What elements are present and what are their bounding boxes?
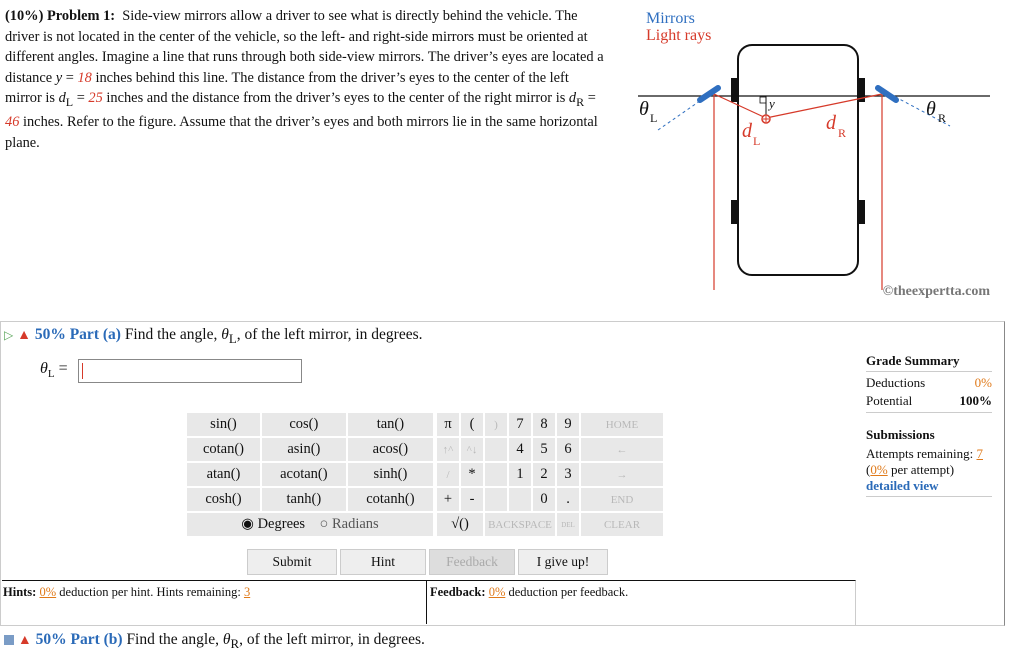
key-empty [509,488,531,511]
y-symbol: y [769,96,775,111]
warning-icon: ▲ [17,633,32,648]
part-a-label: Part (a) [69,326,121,343]
feedback-deduction: 0% [488,585,506,599]
dL-symbol: d [742,120,752,142]
key-cosh[interactable]: cosh() [187,488,260,511]
key-plus[interactable]: + [437,488,459,511]
part-b-theta: θ [222,631,231,648]
answer-eq: = [54,360,68,377]
part-a-sub: L [228,331,237,347]
legend-mirrors: Mirrors [646,10,695,27]
key-sin[interactable]: sin() [187,413,260,436]
theta-L-symbol: θ [639,98,649,120]
part-a-theta: θ [221,326,229,343]
dL-value: 25 [88,90,103,106]
potential-value: 100% [959,393,992,408]
per-attempt-label: per attempt) [887,462,955,477]
part-b-sub: R [230,636,240,652]
key-3[interactable]: 3 [557,463,579,486]
problem-weight: (10%) [5,8,44,24]
key-7[interactable]: 7 [509,413,531,436]
key-pi[interactable]: π [437,413,459,436]
per-attempt-value: 0% [870,462,888,477]
part-a-percent: 50% [34,326,66,343]
answer-input[interactable] [78,359,302,383]
problem-text-2: inches behind this line. The distance from the driver’s eyes to the center of the left mirror is [5,69,569,106]
key-end[interactable]: END [581,488,663,511]
key-empty [485,438,507,461]
potential-row [866,393,992,409]
dR-sub: R [838,126,847,140]
theta-R-sub: R [938,111,947,125]
eq-sign: = [73,90,89,106]
key-8[interactable]: 8 [533,413,555,436]
grade-summary [866,353,992,497]
y-value: 18 [77,69,92,86]
part-a-question-1: Find the angle, [124,326,222,343]
feedback-button[interactable]: Feedback [429,549,515,575]
var-dL: d [58,90,66,106]
part-a-question-2: , of the left mirror, in degrees. [236,326,423,343]
hints-divider [426,581,427,624]
key-del[interactable]: DEL [557,513,579,536]
var-dR-sub: R [576,94,585,109]
problem-text-1: Side-view mirrors allow a driver to see what is directly behind the vehicle. The driver is not located in the center of the vehicle, so the left- and right-side mirrors must be oriented at different angles. Imagine a line that runs through both side-view mirrors. The driver’s eyes are located a distance [5,8,604,86]
give-up-button[interactable]: I give up! [518,549,608,575]
key-sqrt[interactable]: √() [437,513,483,536]
wheel-rear-right [859,200,865,224]
degrees-label: Degrees [257,516,306,532]
key-6[interactable]: 6 [557,438,579,461]
key-9[interactable]: 9 [557,413,579,436]
figure [628,0,1008,305]
var-dR: d [568,90,577,106]
key-right-arrow[interactable]: → [581,463,663,486]
key-down-arrows[interactable]: ^↓ [461,438,483,461]
part-b-question-1: Find the angle, [126,631,223,648]
per-attempt-open: ( [866,462,871,477]
problem-title: Problem 1: [46,8,116,24]
key-cos[interactable]: cos() [262,413,346,436]
key-acotan[interactable]: acotan() [262,463,346,486]
attempts-label: Attempts remaining: [866,446,977,461]
key-5[interactable]: 5 [533,438,555,461]
collapse-icon[interactable] [4,635,14,645]
theta-L-sub: L [650,111,658,125]
key-left-arrow[interactable]: ← [581,438,663,461]
eq-sign: = [62,69,78,86]
problem-statement [5,6,605,153]
text-caret [82,363,83,379]
hints-deduction-text: deduction per hint. Hints remaining: [56,585,244,599]
divider [866,412,992,413]
hints-info [3,585,250,600]
theta-R-symbol: θ [926,98,936,120]
key-dot[interactable]: . [557,488,579,511]
attempts-value: 7 [976,446,983,461]
key-open-paren[interactable]: ( [461,413,483,436]
problem-text-4: inches. Refer to the figure. Assume that the driver’s eyes and both mirrors lie in the same horizontal plane. [5,114,598,151]
feedback-info [430,585,628,600]
deductions-value: 0% [974,375,992,390]
warning-icon: ▲ [17,328,31,343]
part-a-header[interactable] [4,326,423,347]
deductions-label: Deductions [866,375,926,390]
key-cotan[interactable]: cotan() [187,438,260,461]
hints-remaining: 3 [243,585,251,599]
feedback-label: Feedback: [430,585,486,599]
wheel-front-left [731,78,737,102]
key-minus[interactable]: - [461,488,483,511]
key-tan[interactable]: tan() [348,413,433,436]
mirror-diagram [628,0,1008,305]
attempts-row [866,446,992,462]
part-b-question-2: , of the left mirror, in degrees. [239,631,425,648]
answer-theta: θ [40,360,48,377]
key-2[interactable]: 2 [533,463,555,486]
part-b-label: Part (b) [70,631,123,648]
key-4[interactable]: 4 [509,438,531,461]
key-0[interactable]: 0 [533,488,555,511]
part-b-percent: 50% [35,631,67,648]
play-icon[interactable]: ▷ [4,328,14,342]
number-keypad [435,411,665,538]
var-dL-sub: L [65,94,74,109]
answer-label [40,360,68,380]
grade-summary-title: Grade Summary [866,353,992,372]
key-home[interactable]: HOME [581,413,663,436]
potential-label: Potential [866,393,913,408]
dR-value: 46 [5,114,20,131]
dL-sub: L [753,134,761,148]
angle-mode [187,513,433,536]
key-slash[interactable]: / [437,463,459,486]
hint-button[interactable]: Hint [340,549,426,575]
key-close-paren[interactable]: ) [485,413,507,436]
hints-deduction: 0% [39,585,57,599]
key-cotanh[interactable]: cotanh() [348,488,433,511]
key-tanh[interactable]: tanh() [262,488,346,511]
submissions-title: Submissions [866,427,935,442]
radio-radians[interactable]: ○ Radians [319,516,379,532]
var-y: y [55,69,63,86]
deductions-row [866,375,992,391]
key-empty [485,463,507,486]
car-body [738,45,858,275]
wheel-rear-left [731,200,737,224]
feedback-deduction-text: deduction per feedback. [505,585,629,599]
key-clear[interactable]: CLEAR [581,513,663,536]
hints-label: Hints: [3,585,37,599]
key-atan[interactable]: atan() [187,463,260,486]
submit-button[interactable]: Submit [247,549,337,575]
answer-sub: L [47,368,55,381]
key-star[interactable]: * [461,463,483,486]
function-keypad [185,411,435,538]
key-empty [485,488,507,511]
part-b-header[interactable] [4,631,425,652]
dR-symbol: d [826,112,836,134]
key-up-arrows[interactable]: ↑^ [437,438,459,461]
radio-degrees[interactable]: ◉ Degrees [241,516,306,532]
key-asin[interactable]: asin() [262,438,346,461]
key-acos[interactable]: acos() [348,438,433,461]
radians-label: Radians [331,516,379,532]
key-sinh[interactable]: sinh() [348,463,433,486]
watermark: ©theexpertta.com [882,284,990,299]
per-attempt-row [866,462,992,478]
key-backspace[interactable]: BACKSPACE [485,513,555,536]
legend-rays: Light rays [646,27,712,44]
problem-text-3: inches and the distance from the driver’s eyes to the center of the right mirror is [102,90,569,106]
key-1[interactable]: 1 [509,463,531,486]
detailed-view-link[interactable]: detailed view [866,478,992,497]
eq-sign: = [584,90,596,106]
